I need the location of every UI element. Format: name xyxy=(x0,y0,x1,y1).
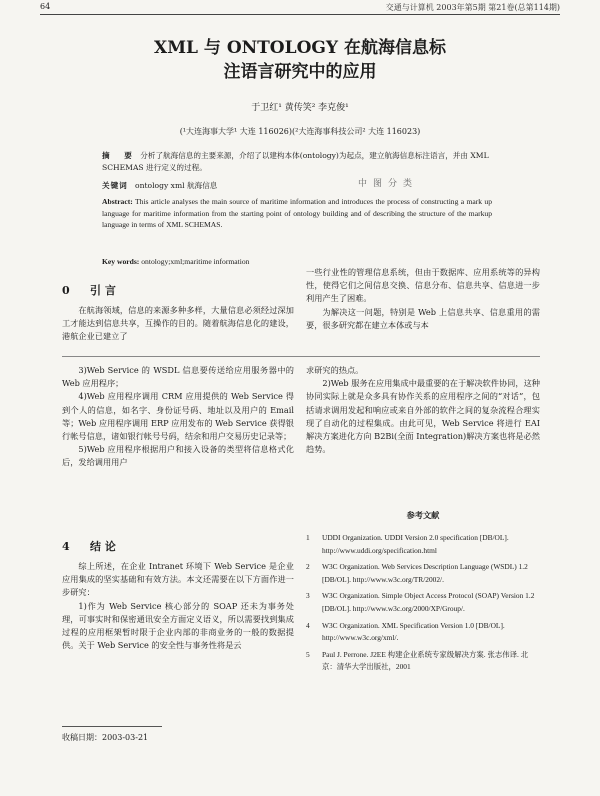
references-title: 参考文献 xyxy=(406,510,440,520)
reference-number: 1 xyxy=(306,533,310,542)
intro-paragraph-3: 为解决这一问题，特别是 Web 上信息共享、信息重用的需要，很多研究都在建立本体或与本 xyxy=(306,306,540,330)
conclusion-paragraph-2: 1)作为 Web Service 核心部分的 SOAP 还未为事务处理，可事实时和保密通讯安全方面定义语义，所以需要找到集成过程的应用框架暂时限于企业内部的非商业务的一般的数据提供。关于 Web Service 的安全性与事务性将是云 xyxy=(62,600,294,651)
intro-paragraph-1: 在航海领域，信息的来源多种多样，大量信息必须经过深加工才能达到信息共享，互操作的目的。随着航海信息化的建设，港航企业已建立了 xyxy=(62,305,294,342)
header-rule xyxy=(40,14,560,15)
keywords-cn-label: 关键词 xyxy=(102,181,128,190)
list-item-3: 3)Web Service 的 WSDL 信息要传送给应用服务器中的 Web 应用程序； xyxy=(62,365,294,389)
reference-item xyxy=(306,590,540,615)
running-title: 交通与计算机 2003年第5期 第21卷(总第114期) xyxy=(385,3,560,12)
reference-text: W3C Organization. Web Services Description Language (WSDL) 1.2 [DB/OL]. http://www.w3c.org/TR/2002/. xyxy=(322,562,528,584)
footnote-rule xyxy=(62,726,162,727)
section-4-heading xyxy=(62,538,116,554)
reference-text: Paul J. Perrone. J2EE 构建企业系统专家级解决方案. 张志伟译. 北京：清华大学出版社，2001 xyxy=(322,649,529,672)
reference-text: W3C Organization. XML Specification Version 1.0 [DB/OL]. http://www.w3c.org/xml/. xyxy=(322,620,505,643)
right-paragraph-2: 2)Web 服务在应用集成中最重要的在于解决软件协同，这种协同实际上就是众多具有协作关系的应用程序之间的“对话”，包括请求调用发起和响应或来自外部的软件之间的复杂流程合理实现了自动化的过程集成。由此可见，Web Service 将进行 EAI 解决方案进化方向 B2Bi(全面 Integration)解决方案也将是必然趋势。 xyxy=(306,378,540,455)
list-item-5: 5)Web 应用程序根据用户和接入设备的类型将信息格式化后，发给调用用户 xyxy=(62,444,294,468)
page-number: 64 xyxy=(40,2,51,11)
reference-text: UDDI Organization. UDDI Version 2.0 specification [DB/OL]. http://www.uddi.org/specification.html xyxy=(322,533,509,555)
abstract-cn xyxy=(102,150,492,174)
section-0-number: 0 xyxy=(62,284,70,297)
conclusion-paragraph-1: 综上所述，在企业 Intranet 环境下 Web Service 是企业应用集成的坚实基础和有效方法。本文还需要在以下方面作进一步研究： xyxy=(62,561,294,598)
abstract-cn-label: 摘 要 xyxy=(102,151,138,160)
section-4-title: 结 论 xyxy=(90,540,116,553)
authors: 于卫红¹ 黄传笑² 李克俊¹ xyxy=(251,103,349,113)
intro-right-column xyxy=(306,266,540,332)
section-0-heading xyxy=(62,282,116,298)
reference-item xyxy=(306,620,540,645)
abstract-cn-text: 分析了航海信息的主要来源，介绍了以建构本体(ontology)为起点，建立航海信息标注语言，并由 XML SCHEMAS 进行定义的过程。 xyxy=(102,151,489,172)
keywords-cn xyxy=(102,180,282,192)
abstract-en-label: Abstract: xyxy=(102,197,133,206)
page-divider xyxy=(62,356,540,357)
abstract-en xyxy=(102,196,492,231)
section-4-number: 4 xyxy=(62,540,70,553)
references-list xyxy=(306,532,540,678)
section-0-title: 引 言 xyxy=(90,284,116,297)
reference-item xyxy=(306,649,540,674)
classification-stamp: 中图分类 xyxy=(358,179,419,189)
conclusion-column xyxy=(62,560,294,652)
lower-left-column xyxy=(62,364,294,470)
reference-item xyxy=(306,532,540,557)
paper-title-line1: XML 与 ONTOLOGY 在航海信息标 xyxy=(154,38,446,58)
reference-number: 2 xyxy=(306,562,310,572)
keywords-cn-text: ontology xml 航海信息 xyxy=(135,181,218,190)
reference-number: 4 xyxy=(306,620,310,630)
lower-right-column xyxy=(306,364,540,456)
received-date: 收稿日期：2003-03-21 xyxy=(62,733,149,742)
intro-paragraph-2: 一些行业性的管理信息系统，但由于数据库、应用系统等的异构性，使得它们之间信息交换、信息分布、信息共享、信息进一步利用产生了困难。 xyxy=(306,267,540,304)
paper-title-line2: 注语言研究中的应用 xyxy=(223,62,377,82)
intro-left-column xyxy=(62,304,294,344)
reference-item xyxy=(306,561,540,586)
reference-number: 3 xyxy=(306,591,310,601)
keywords-en-text: ontology;xml;maritime information xyxy=(141,257,250,266)
keywords-en-label: Key words: xyxy=(102,257,140,266)
right-paragraph-1: 求研究的热点。 xyxy=(306,365,364,375)
list-item-4: 4)Web 应用程序调用 CRM 应用提供的 Web Service 得到个人的信息，如名字、身份证号码、地址以及用户的 Email 等；Web 应用程序调用 ERP 应用发布的 Web Service 获得银行帐号信息，诸如银行帐号号码，结余和用户交易历史记录等； xyxy=(62,391,294,442)
abstract-en-text: This article analyses the main source of maritime information and introduces the process of constructing a mark up language for maritime information from the starting point of ontology building and of describing the structure of the markup language in terms of XML SCHEMAS. xyxy=(102,197,493,230)
reference-number: 5 xyxy=(306,649,310,659)
reference-text: W3C Organization. Simple Object Access Protocol (SOAP) Version 1.2 [DB/OL]. http://www.w3c.org/2000/XP/Group/. xyxy=(322,591,535,613)
affiliations: (¹大连海事大学¹ 大连 116026)(²大连海事科技公司² 大连 116023) xyxy=(179,127,421,136)
